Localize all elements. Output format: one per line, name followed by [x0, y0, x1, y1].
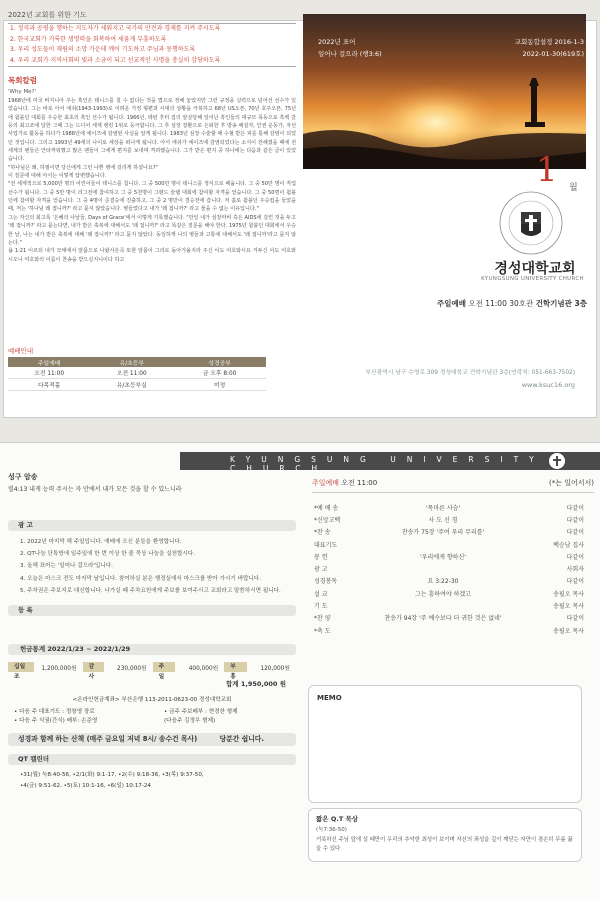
list-item: 1. 2022년 마지막 해 주일입니다. 예배에 오신 분들을 환영합니다. [20, 539, 182, 545]
order-row [312, 513, 594, 525]
duty-info [8, 708, 296, 726]
prayer-item: 1. 정직과 공평을 행하는 지도자가 세워지고 국가의 안전과 경제를 지켜 주시도록 [10, 25, 221, 32]
service-place: 30호관 [509, 299, 534, 308]
recitation-text: 빌4:13 내게 능력 주시는 자 안에서 내가 모든 것을 할 수 있느니라 [8, 486, 182, 493]
qt-calendar-title: QT 캘린더 [8, 754, 296, 765]
worship-header: 성경공부 [173, 357, 266, 367]
worship-cell: 유/초등부실 [90, 379, 173, 391]
order-item: *신앙고백 [314, 516, 341, 524]
order-leader: 사회자 [566, 566, 584, 574]
issue-date: 2022-01-30(619호) [522, 50, 584, 58]
worship-cell: 다목적홀 [8, 379, 90, 391]
bible-walk-bar [8, 733, 296, 746]
order-leader: 다같이 [566, 529, 584, 537]
order-row [312, 562, 594, 574]
order-item: *찬 양 [314, 615, 331, 623]
list-item: 4. 오늘은 마스크 전도 마지막 날입니다. 참여하실 분은 행정실에서 마스크를 받아 가시기 바랍니다. [20, 575, 261, 582]
order-content: 요 3:22-30 [427, 578, 459, 586]
worship-header: 주일예배 [8, 357, 90, 367]
order-content: 찬송가 94장 '주 예수보다 더 귀한 것은 없네' [384, 615, 502, 623]
service-prefix: 주일예배 [436, 299, 466, 308]
order-row [312, 526, 594, 538]
qt-reference: (눅7:36-50) [316, 827, 347, 833]
order-row [312, 575, 594, 587]
qt-calendar-line: •4(금) 9:51-62, •5(토) 10:1-16, •6(일) 10:17-24 [20, 783, 151, 790]
register-title: 등 록 [8, 605, 296, 616]
worship-title: 예배안내 [8, 347, 34, 355]
banner-text: KYUNGSUNG UNIVERSITY CHURCH [230, 455, 545, 473]
duty-line: • 다음 주 대표기도 : 정창영 장로 [14, 709, 95, 716]
offering-amount: 230,000원 [117, 665, 147, 672]
order-leader: 다같이 [566, 504, 584, 512]
table-row [8, 379, 266, 391]
qt-body: 거룩하신 주님 앞에 설 때만이 우리의 추악한 최성이 보이며 자신의 죄성을 깊이 깨닫는 자만이 겸손히 무릎 꿇을 수 있다 [316, 837, 573, 852]
offering-row [8, 662, 296, 681]
worship-cell: 미정 [173, 379, 266, 391]
column-title: 목회칼럼 [8, 76, 37, 85]
worship-order [312, 478, 594, 636]
order-row [312, 612, 594, 624]
qt-title: 짧은 Q.T 묵상 [316, 815, 359, 823]
announcement-title: 광 고 [8, 520, 296, 531]
offering-label: 부 흥 [224, 662, 247, 672]
worship-cell: 오전 11:00 [8, 367, 90, 379]
walk-title: 성경과 함께 하는 산책 [18, 735, 85, 744]
duty-line: (다음주 김정우 형제) [164, 718, 216, 725]
list-item: 2. QT나눔 단톡방에 일주일에 한 번 이상 한 줄 묵상 나눔을 실천합시다. [20, 551, 195, 558]
order-leader: 다같이 [566, 578, 584, 586]
left-column [8, 10, 296, 264]
order-header [312, 478, 594, 493]
church-name: 경성대학교회 [494, 261, 576, 277]
list-item: 5. 주차권은 주보지로 대신합니다. 나가실 때 주차요원에게 주보를 보여주시고 교회라고 말씀하시면 됩니다. [20, 587, 281, 594]
order-leader: 다같이 [566, 615, 584, 623]
order-row [312, 599, 594, 611]
column-paragraph: "하나님은 왜, 하필이면 당신에게 그런 나쁜 병에 걸리게 하셨나요?" [8, 164, 158, 171]
qt-calendar-line: •31(월) 눅8:40-56, •2/1(화) 9:1-17, •2(수) 9:18-36, •3(목) 9:37-50, [20, 772, 204, 779]
order-item: 성경봉독 [314, 578, 338, 586]
offering-label: 주 일 [153, 662, 176, 672]
order-leader: 다같이 [566, 516, 584, 524]
church-website[interactable]: www.ksuc16.org [521, 381, 575, 389]
order-item: *예 배 송 [314, 504, 339, 512]
worship-table [8, 357, 266, 391]
worship-cell: 오전 11:00 [90, 367, 173, 379]
order-leader: 다같이 [566, 553, 584, 561]
service-time: 오전 11:00 [468, 299, 507, 308]
order-leader: 백승남 집사 [553, 541, 584, 549]
order-row [312, 538, 594, 550]
month-number: 1 [536, 150, 558, 190]
worship-cell: 금 오후 8:00 [173, 367, 266, 379]
order-item: *축 도 [314, 627, 331, 635]
church-seal-icon [498, 190, 564, 256]
memo-title: MEMO [317, 694, 342, 702]
column-paragraph: "전 세계적으로 5,000만 명의 어린이들이 테니스를 칩니다. 그 중 500만 명이 테니스를 정식으로 배웁니다. 그 중 50만 명이 직업 선수가 됩니다. 그 중 5만 명이 리그전에 참여하고 그 중 5천명이 그랜드 슬램 대회에 참여할 자격을 얻습니다. 그 중 50명이 윔블던에 참여할 자격을 얻습니다. 그 중 4명이 준결승에 진출하고, 그 중 2 명만이 결승전에 갑니다. 저 홀로 윔블던 우승컵을 들었을 때, 저는 '하나님 왜 접니까?' 라고 묻지 않았습니다. 병들었다고 내가 '왜 접니까?' 라고 물을 수 없는 이유입니다." [8, 181, 296, 213]
order-header-label: 주일예배 [312, 479, 340, 487]
slogan-subtitle: 일어나 걸으라 (행3:6) [318, 50, 382, 58]
worship-header: 유/초등부 [90, 357, 173, 367]
duty-line: • 다음 주 식권(간식) 배부: 손준영 [14, 718, 98, 725]
order-item: *찬 송 [314, 529, 331, 537]
order-item: 기 도 [314, 603, 328, 611]
order-row [312, 550, 594, 562]
order-content: '목마른 사슴' [425, 504, 461, 512]
prayer-list [8, 23, 296, 67]
column-body [8, 97, 296, 264]
offering-label: 십일조 [8, 662, 34, 672]
order-leader: 송필오 목사 [553, 590, 584, 598]
order-row [312, 501, 594, 513]
offering-label: 감사 [83, 662, 104, 672]
inner-left-column [8, 472, 296, 792]
walk-note: 당분간 쉽니다. [219, 735, 264, 744]
qt-calendar [8, 770, 296, 792]
order-row [312, 624, 594, 636]
prayer-item: 4. 우리 교회가 지역사회의 빛과 소금이 되고 선교적인 사명을 충실히 감당하도록 [10, 56, 221, 64]
table-row [8, 367, 266, 379]
column-paragraph: 그는 자신의 회고록 '은혜의 나날들, Days of Grace'에서 이렇게 기록했습니다. "만일 내가 심장마비 혹은 AIDS에 걸린 것을 두고 '왜 접니까?' 라고 묻는다면, 내가 받은 축복에 대해서도 '왜 접니까?' 라고 똑같은 질문을 해야 한다. 1975년 윔블던 대회에서 우승한 날, 나는 내가 받은 축복에 대해 '왜 접니까?' 라고 묻지 않았다. 동일하게 나의 병들과 고통에 대해서도 '왜 접니까'라고 묻지 않는다." [8, 214, 296, 246]
walk-detail: (매주 금요일 저녁 8시/ 송수건 목사) [86, 735, 198, 744]
church-address: 부산광역시 남구 수영로 309 경성대학교 건학기념관 3층(연락처: 051-663-7502) [365, 370, 575, 376]
prayer-item: 2. 한국교회가 거룩한 생명력을 회복하여 세움게 부흥하도록 [10, 35, 167, 43]
recitation-title: 성구 암송 [8, 473, 38, 481]
offering-title: 헌금통계 2022/1/23 ~ 2022/1/29 [8, 644, 296, 655]
offering-amount: 400,000원 [188, 665, 219, 672]
slogan-title: 2022년 표어 [318, 38, 356, 46]
duty-line: • 금주 주보배부 : 현경찬 형제 [164, 709, 238, 716]
order-item: 봉 헌 [314, 553, 328, 561]
order-rows [312, 501, 594, 636]
qt-meditation-box [308, 808, 582, 862]
order-header-time: 오전 11:00 [341, 479, 378, 487]
column-paragraph: 이 질문에 대해 아서는 이렇게 답변했습니다. [8, 173, 107, 180]
offering-total: 합계 1,950,000 원 [226, 680, 286, 689]
column-subtitle: 'Why Me?' [8, 89, 36, 95]
order-header-note: (*는 일어서서) [549, 479, 594, 487]
offering-amount: 120,000원 [260, 665, 290, 672]
order-item: 광 고 [314, 566, 328, 574]
prayer-item: 3. 우리 성도들이 재림의 소망 가운데 깨어 기도하고 주님과 동행하도록 [10, 46, 196, 53]
order-content: '우리에게 향하신' [420, 553, 466, 561]
order-content: 찬송가 75장 '주여 우리 무리를' [401, 529, 485, 537]
month-label: 월 [569, 183, 578, 193]
list-item: 3. 올해 표어는 '일어나 걸으라'입니다. [20, 563, 113, 570]
service-info [332, 298, 587, 309]
order-row [312, 587, 594, 599]
online-account: <온라인헌금계좌> 부산은행 113-2011-0623-00 경성대학교회 [72, 697, 232, 704]
order-item: 설 교 [314, 590, 328, 598]
banner-logo-icon [548, 452, 566, 470]
order-item: 대표기도 [314, 541, 338, 549]
order-leader: 송필오 목사 [553, 603, 584, 611]
order-content: 사 도 신 경 [428, 516, 458, 524]
order-leader: 송필오 목사 [553, 627, 584, 635]
offering-amount: 1,200,000원 [41, 665, 77, 672]
prayer-title: 2022년 교회를 위한 기도 [8, 11, 87, 19]
issue-label: 교회동합설정 2016-1-3 [514, 38, 584, 46]
church-english-name: KYUNGSUNG UNIVERSITY CHURCH [481, 276, 584, 282]
memo-box[interactable] [308, 685, 582, 803]
column-paragraph: 욥 1:21 이르되 내가 모태에서 알몸으로 나왔사온즉 또한 알몸이 그리로 돌아가올지라 주신 이도 여호와시요 거두신 이도 여호와시오니 여호와의 이름이 찬송을 받으실지니이다 하고 [8, 248, 296, 263]
service-hall: 건학기념관 3층 [535, 299, 587, 308]
order-content: 그는 흥하여야 하겠고 [415, 590, 471, 598]
column-paragraph: 1968년에 미국 버지니아 주는 흑인은 테니스를 칠 수 없다는 것을 법으로 정해 놓았지만 그런 규정을 실력으로 넘어선 선수가 있었습니다. 그는 바로 아서 애쉬(1943-1993)로 어려운 가정 형편과 시대의 상황을 극복하고 68년 US오픈, 70년 호주오픈, 75년에 윔블던 대회를 우승한 최초의 흑인 선수가 됩니다. 1966년, 테턴 후터 집의 암살당해 일어난 흑인들의 대규모 폭동으로 흑백 갈등의 최고조에 달한 그때 그는 드디어 세계 랭킹 1위로 등극합니다. 그 후 심장 질환으로 은퇴한 후 방송 해설자, 인권 운동가, 자선 사업가로 활동을 하다가 1988년에 에이즈에 감염된 사실을 알게 됩니다. 1983년 심장 수술할 때 수혈 받은 피를 통해 감염이 되었던 것입니다. 그리고 1993년 49세의 나이로 세상을 떠나게 됩니다. 아서 애쉬가 에이즈에 감염되었다는 소식이 전해졌을 때에 전 세계의 팬들은 안타까워했고 많은 팬들이 그에게 편지를 보내며 격려했습니다. 그가 받은 편지 중 하나에는 다음과 같은 글이 있었습니다. [8, 98, 296, 163]
announcement-list [8, 536, 296, 597]
